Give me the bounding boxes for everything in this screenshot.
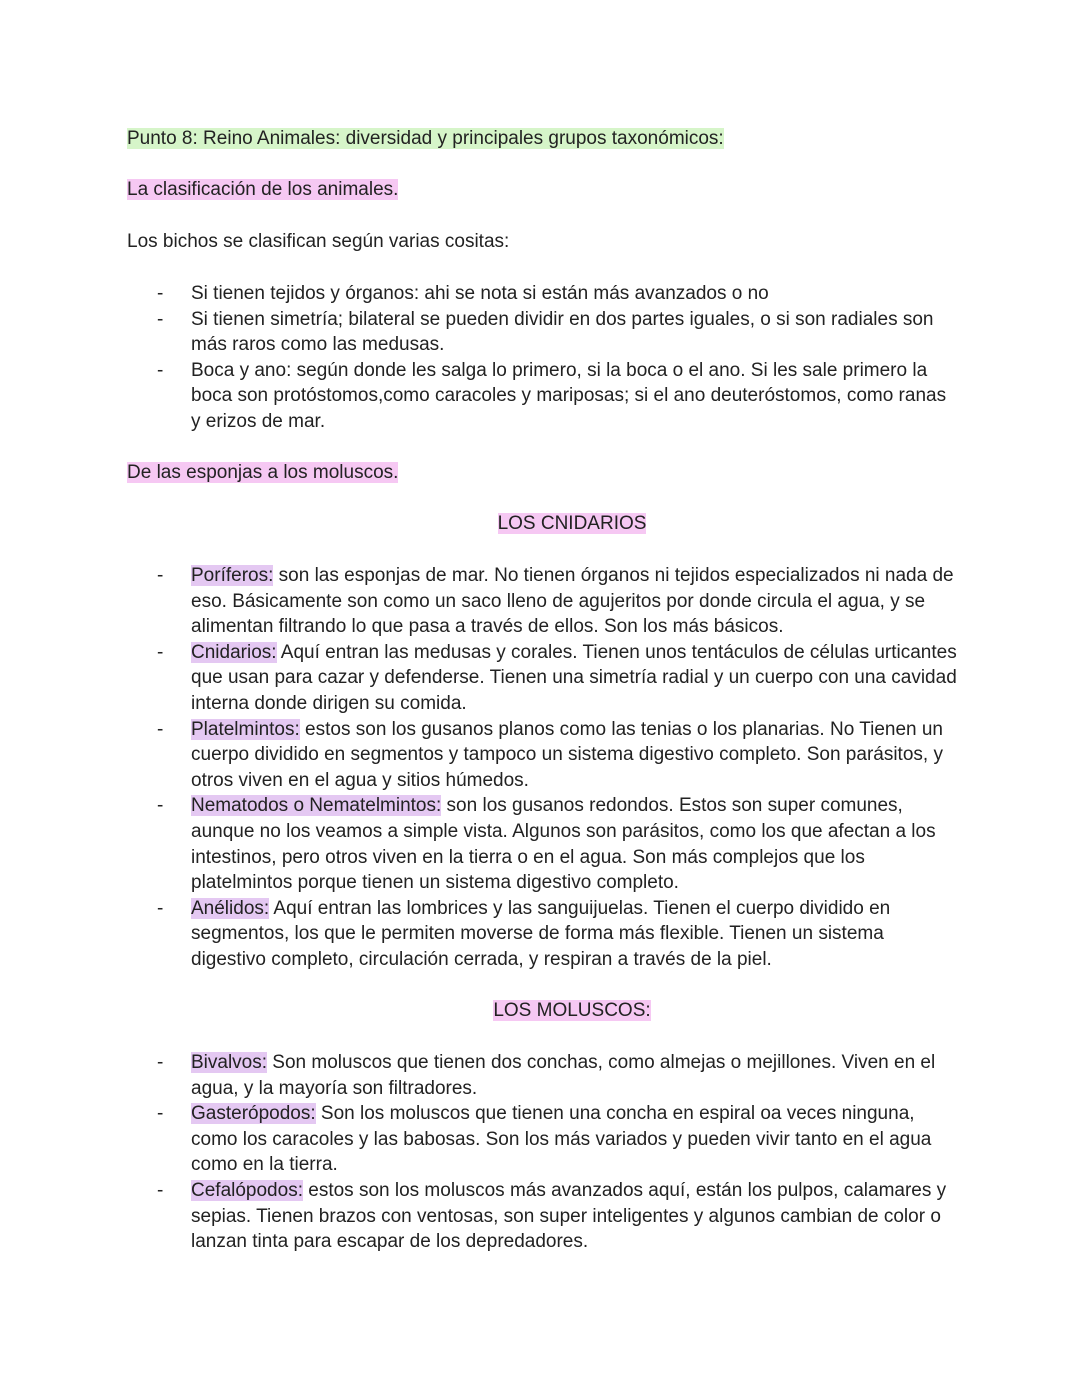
page-title: Punto 8: Reino Animales: diversidad y principales grupos taxonómicos: (127, 128, 724, 149)
subheading-moluscos: LOS MOLUSCOS: (493, 1000, 651, 1021)
term-label: Platelmintos: (191, 718, 300, 740)
list-item: - Bivalvos: Son moluscos que tienen dos conchas, como almejas o mejillones. Viven en el agua, y la mayoría son filtradores. (127, 1050, 957, 1101)
classification-list (127, 281, 957, 435)
list-item: - Si tienen tejidos y órganos: ahi se nota si están más avanzados o no (127, 281, 957, 307)
section-heading-sponges: De las esponjas a los moluscos. (127, 462, 399, 483)
term-label: Anélidos: (191, 897, 270, 919)
list-item: - Boca y ano: según donde les salga lo primero, si la boca o el ano. Si les sale primero la boca son protóstomos,como caracoles y mariposas; si el ano deuteróstomos, como ranas y erizos de mar. (127, 358, 957, 435)
term-label: Cnidarios: (191, 641, 277, 663)
list-item: - Platelmintos: estos son los gusanos planos como las tenias o los planarias. No Tienen un cuerpo dividido en segmentos y tampoco un sistema digestivo completo. Son parásitos, y otros viven en el agua y sitios húmedos. (127, 717, 957, 794)
subheading-cnidarios: LOS CNIDARIOS (497, 513, 647, 534)
list-item: - Si tienen simetría; bilateral se pueden dividir en dos partes iguales, o si son radiales son más raros como las medusas. (127, 307, 957, 358)
term-label: Poríferos: (191, 565, 274, 586)
list-item: - Gasterópodos: Son los moluscos que tienen una concha en espiral oa veces ninguna, como los caracoles y las babosas. Son los más variados y pueden vivir tanto en el agua como en la tierra. (127, 1101, 957, 1178)
moluscos-list (127, 1050, 957, 1255)
list-item: - Cefalópodos: estos son los moluscos más avanzados aquí, están los pulpos, calamares y sepias. Tienen brazos con ventosas, son super inteligentes y algunos cambian de color o lanzan tinta para escapar de los depredadores. (127, 1178, 957, 1255)
list-item: - Nematodos o Nematelmintos: son los gusanos redondos. Estos son super comunes, aunque no los veamos a simple vista. Algunos son parásitos, como los que afectan a los intestinos, pero otros viven en la tierra o en el agua. Son más complejos que los platelmintos porque tienen un sistema digestivo completo. (127, 793, 957, 895)
list-item: - Anélidos: Aquí entran las lombrices y las sanguijuelas. Tienen el cuerpo dividido en segmentos, los que le permiten moverse de forma más flexible. Tienen un sistema digestivo completo, circulación cerrada, y respiran a través de la piel. (127, 896, 957, 973)
list-item: - Poríferos: son las esponjas de mar. No tienen órganos ni tejidos especializados ni nada de eso. Básicamente son como un saco lleno de agujeritos por donde circula el agua, y se alimentan filtrando lo que pasa a través de ellos. Son los más básicos. (127, 563, 957, 640)
cnidarios-list (127, 563, 957, 973)
term-label: Cefalópodos: (191, 1179, 303, 1201)
term-label: Bivalvos: (191, 1052, 268, 1073)
intro-paragraph: Los bichos se clasifican según varias cositas: (127, 231, 510, 252)
section-heading-classification: La clasificación de los animales. (127, 179, 399, 200)
list-item: - Cnidarios: Aquí entran las medusas y corales. Tienen unos tentáculos de células urticantes que usan para cazar y defenderse. Tienen una simetría radial y un cuerpo con una cavidad interna donde dirigen su comida. (127, 640, 957, 717)
term-label: Gasterópodos: (191, 1103, 316, 1125)
term-label: Nematodos o Nematelmintos: (191, 795, 442, 817)
